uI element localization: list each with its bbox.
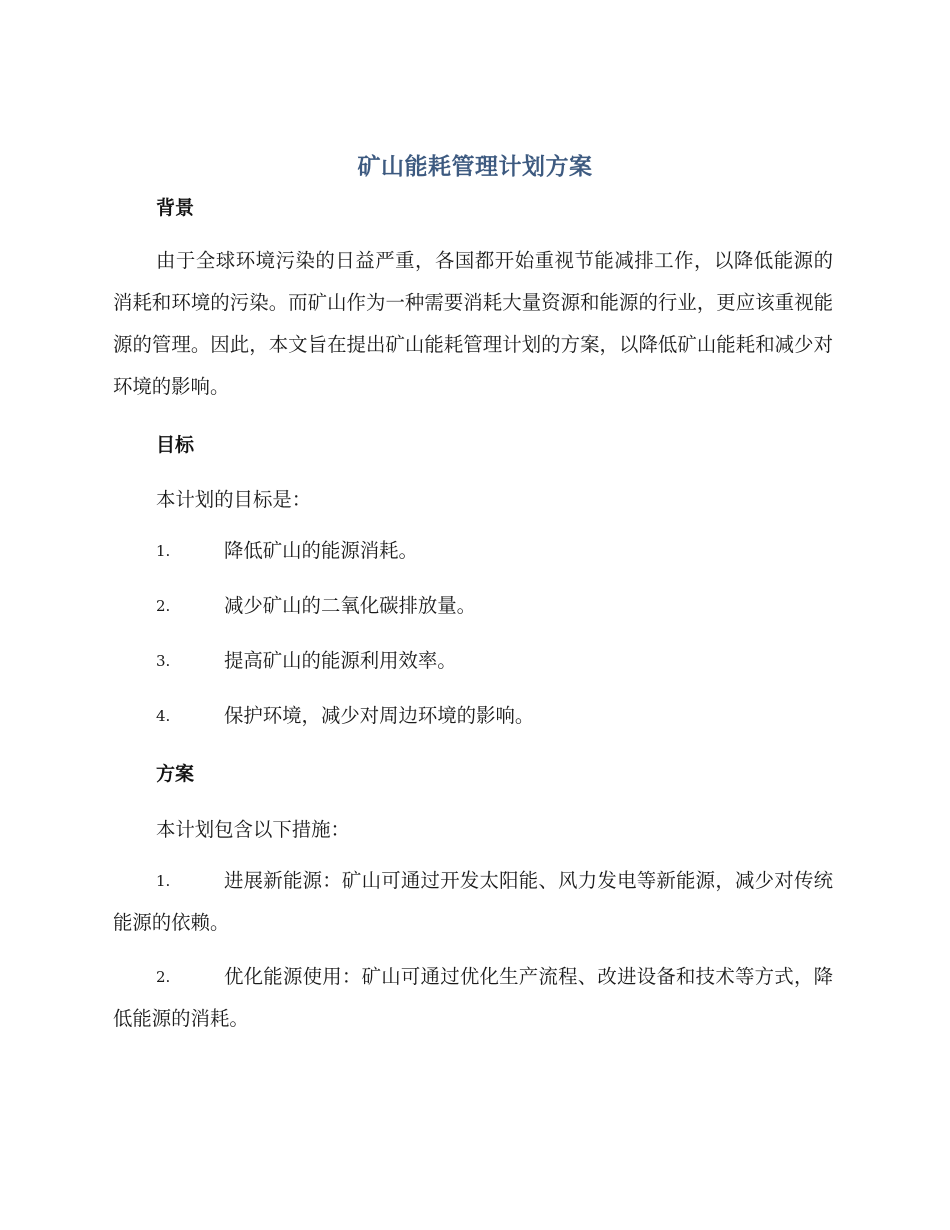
list-text: 减少矿山的二氧化碳排放量。	[224, 594, 477, 617]
section-heading-plan: 方案	[156, 763, 195, 785]
goals-intro: 本计划的目标是：	[156, 488, 312, 511]
plan-item-1	[113, 860, 833, 944]
goal-item-4	[113, 695, 833, 737]
document-title: 矿山能耗管理计划方案	[357, 154, 593, 180]
plan-item-2	[113, 956, 833, 1040]
list-number: 1.	[156, 542, 171, 560]
list-number: 2.	[156, 597, 171, 615]
list-text: 降低矿山的能源消耗。	[224, 539, 418, 562]
goal-item-3	[113, 640, 833, 682]
list-number: 2.	[156, 968, 171, 986]
list-number: 1.	[156, 872, 171, 890]
list-text: 优化能源使用：矿山可通过优化生产流程、改进设备和技术等方式，降低能源的消耗。	[113, 965, 833, 1030]
section-heading-goals: 目标	[156, 434, 195, 456]
list-text: 进展新能源：矿山可通过开发太阳能、风力发电等新能源，减少对传统能源的依赖。	[113, 869, 833, 934]
list-number: 3.	[156, 652, 171, 670]
section-heading-background: 背景	[156, 197, 195, 219]
goal-item-2	[113, 585, 833, 627]
goal-item-1	[113, 530, 833, 572]
list-text: 保护环境，减少对周边环境的影响。	[224, 704, 535, 727]
plan-intro: 本计划包含以下措施：	[156, 818, 350, 841]
list-number: 4.	[156, 707, 171, 725]
background-paragraph: 由于全球环境污染的日益严重，各国都开始重视节能减排工作，以降低能源的消耗和环境的污染。而矿山作为一种需要消耗大量资源和能源的行业，更应该重视能源的管理。因此，本文旨在提出矿山能耗管理计划的方案，以降低矿山能耗和减少对环境的影响。	[113, 249, 833, 398]
list-text: 提高矿山的能源利用效率。	[224, 649, 457, 672]
